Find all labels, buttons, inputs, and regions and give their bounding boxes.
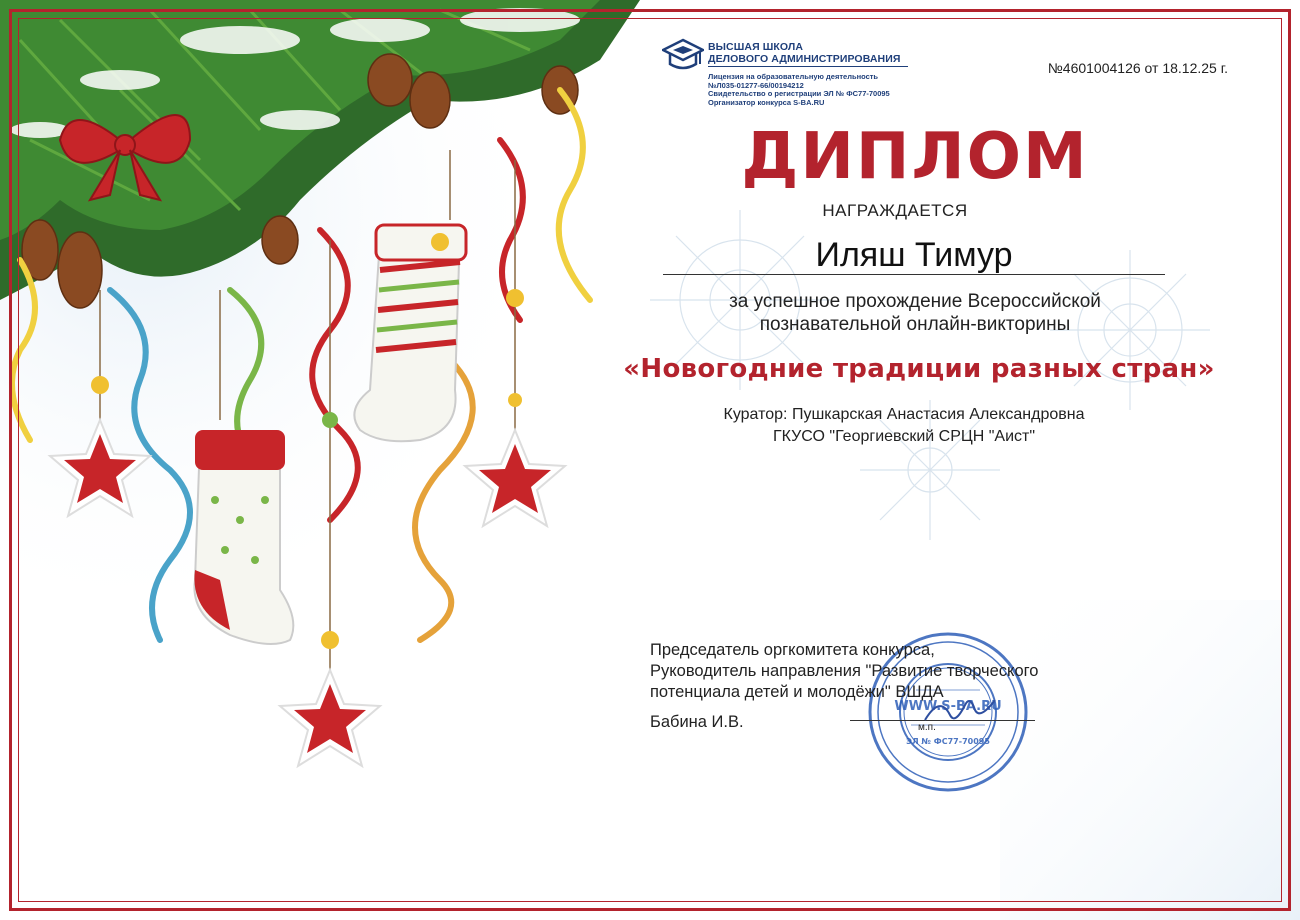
graduation-cap-icon — [662, 38, 704, 74]
recipient-underline — [663, 274, 1165, 275]
diploma-title: ДИПЛОМ — [741, 120, 1089, 194]
signature-line3: потенциала детей и молодёжи" ВШДА — [650, 683, 944, 701]
organization-name — [708, 41, 901, 65]
signature-line2: Руководитель направления "Развитие творческого — [650, 662, 1039, 680]
organizer-text: Организатор конкурса S-BA.RU — [708, 98, 825, 108]
award-reason — [640, 290, 1190, 336]
signer-name: Бабина И.В. — [650, 713, 744, 731]
signature-line1: Председатель оргкомитета конкурса, — [650, 641, 935, 659]
awarded-label: НАГРАЖДАЕТСЯ — [822, 201, 968, 220]
quiz-title: «Новогодние традиции разных стран» — [623, 354, 1215, 384]
mp-label: м.п. — [918, 722, 936, 733]
org-divider — [708, 66, 908, 67]
org-name-line1: ВЫСШАЯ ШКОЛА — [708, 41, 804, 53]
handwritten-signature — [920, 690, 1000, 730]
org-name-line2: ДЕЛОВОГО АДМИНИСТРИРОВАНИЯ — [708, 53, 901, 65]
reason-line2: познавательной онлайн-викторины — [759, 314, 1071, 335]
stamp-center-text: WWW.S-BA.RU — [894, 699, 1002, 714]
organization-details — [708, 73, 890, 108]
recipient-name: Иляш Тимур — [815, 236, 1013, 274]
organization-logo — [662, 38, 922, 113]
license-number: №Л035-01277-66/00194212 — [708, 80, 804, 90]
reason-line1: за успешное прохождение Всероссийской — [729, 291, 1101, 312]
curator-name: Куратор: Пушкарская Анастасия Александровна — [723, 406, 1085, 423]
registration-text: Свидетельство о регистрации ЭЛ № ФС77-70095 — [708, 89, 890, 99]
curator-organization: ГКУСО "Георгиевский СРЦН "Аист" — [772, 428, 1036, 445]
stamp-reg-text: ЭЛ № ФС77-70095 — [906, 737, 990, 746]
curator-info — [640, 404, 1168, 448]
license-text: Лицензия на образовательную деятельность — [708, 72, 879, 81]
document-number: №4601004126 от 18.12.25 г. — [1047, 60, 1228, 76]
